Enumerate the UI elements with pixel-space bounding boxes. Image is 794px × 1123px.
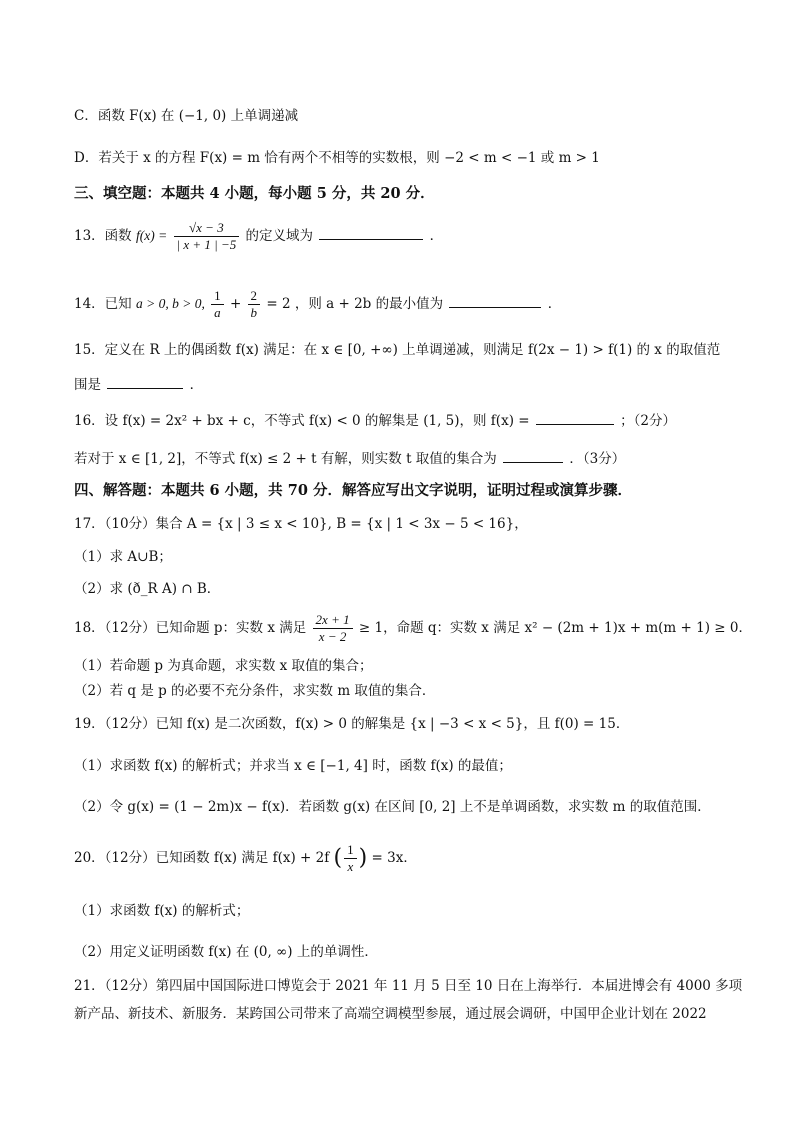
question-16-line-1: [74, 410, 734, 430]
q14-denominator-2: b: [250, 305, 258, 320]
question-19-part-1: （1）求函数 f(x) 的解析式；并求当 x ∈ [−1, 4] 时，函数 f(x) 的最值；: [74, 758, 512, 774]
q14-numerator-2: 2: [248, 288, 261, 305]
q15-answer-blank[interactable]: [107, 374, 183, 389]
q18-suffix: ≥ 1，命题 q：实数 x 满足 x² − (2m + 1)x + m(m + 1) ≥ 0．: [358, 620, 752, 636]
q15-end: ．: [189, 377, 204, 393]
question-15-line-1: 15．定义在 R 上的偶函数 f(x) 满足：在 x ∈ [0, +∞) 上单调递减，则满足 f(2x − 1) > f(1) 的 x 的取值范: [74, 342, 721, 358]
question-20-part-2: （2）用定义证明函数 f(x) 在 (0, ∞) 上的单调性．: [74, 944, 378, 960]
question-18-part-1: （1）若命题 p 为真命题，求实数 x 取值的集合；: [74, 658, 373, 674]
q14-answer-blank[interactable]: [449, 293, 541, 308]
section-4-heading: 四、解答题：本题共 6 小题，共 70 分．解答应写出文字说明，证明过程或演算步骤．: [74, 482, 632, 499]
q18-prefix: 18．（12分）已知命题 p：实数 x 满足: [74, 620, 307, 636]
q16-answer-blank-1[interactable]: [536, 410, 614, 425]
question-21-line-1: 21．（12分）第四届中国国际进口博览会于 2021 年 11 月 5 日至 10 日在上海举行．本届进博会有 4000 多项: [74, 978, 743, 994]
q14-plus: +: [229, 296, 242, 312]
question-14: [74, 287, 734, 321]
question-20: [74, 838, 734, 879]
q16-end-2: ．（3分）: [569, 451, 626, 467]
q13-answer-blank[interactable]: [319, 225, 423, 240]
q14-numerator-1: 1: [211, 288, 224, 305]
q20-denominator: x: [347, 859, 354, 874]
question-18: [74, 611, 752, 645]
q13-denominator: | x + 1 | −5: [176, 237, 237, 252]
q18-fraction: [313, 612, 353, 645]
question-17-part-1: （1）求 A∪B；: [74, 549, 172, 565]
q13-fraction: [174, 220, 240, 253]
q14-suffix: ，则 a + 2b 的最小值为: [294, 296, 444, 312]
q16-end-1: ；（2分）: [620, 413, 676, 429]
q13-function: f(x) =: [135, 228, 168, 243]
q16b-prefix: 若对于 x ∈ [1, 2]，不等式 f(x) ≤ 2 + t 有解，则实数 t 取值的集合为: [74, 451, 497, 467]
q15-prefix: 围是: [74, 377, 101, 393]
q13-prefix: 13．函数: [74, 228, 132, 244]
q14-end: ．: [547, 296, 562, 312]
option-c: C．函数 F(x) 在 (−1, 0) 上单调递减: [74, 108, 299, 124]
q20-fraction: [344, 842, 357, 875]
option-d: D．若关于 x 的方程 F(x) = m 恰有两个不相等的实数根，则 −2 < m < −1 或 m > 1: [74, 150, 600, 166]
q14-prefix: 14．已知: [74, 296, 132, 312]
question-13: [74, 219, 734, 253]
q14-fraction-2: [248, 288, 261, 321]
question-19-part-2: （2）令 g(x) = (1 − 2m)x − f(x)．若函数 g(x) 在区间 [0, 2] 上不是单调函数，求实数 m 的取值范围．: [74, 799, 711, 815]
question-21-line-2: 新产品、新技术、新服务．某跨国公司带来了高端空调模型参展，通过展会调研，中国甲企业计划在 2022: [74, 1006, 707, 1022]
q18-denominator: x − 2: [318, 629, 347, 644]
q14-denominator-1: a: [214, 305, 221, 320]
question-18-part-2: （2）若 q 是 p 的必要不充分条件，求实数 m 取值的集合．: [74, 683, 436, 699]
q14-equals: = 2: [266, 296, 291, 312]
q20-numerator: 1: [344, 842, 357, 859]
q13-numerator: √x − 3: [174, 220, 240, 237]
q16-prefix: 16．设 f(x) = 2x² + bx + c，不等式 f(x) < 0 的解集是 (1, 5)，则 f(x) =: [74, 413, 530, 429]
question-17-part-2: （2）求 (ð_R A) ∩ B．: [74, 581, 221, 597]
q18-numerator: 2x + 1: [313, 612, 353, 629]
q20-prefix: 20．（12分）已知函数 f(x) 满足 f(x) + 2f: [74, 850, 330, 866]
question-17: 17．（10分）集合 A = {x | 3 ≤ x < 10}, B = {x | 1 < 3x − 5 < 16}，: [74, 516, 528, 532]
question-20-part-1: （1）求函数 f(x) 的解析式；: [74, 903, 250, 919]
q13-suffix: 的定义域为: [245, 228, 314, 244]
question-15-line-2: [74, 374, 734, 394]
q14-condition: a > 0, b > 0,: [135, 296, 205, 311]
q13-end: ．: [429, 228, 444, 244]
q16-answer-blank-2[interactable]: [503, 448, 563, 463]
question-16-line-2: [74, 448, 734, 468]
q14-fraction-1: [211, 288, 224, 321]
q20-left-paren: (: [333, 845, 343, 871]
question-19: 19．（12分）已知 f(x) 是二次函数，f(x) > 0 的解集是 {x | −3 < x < 5}，且 f(0) = 15．: [74, 716, 630, 732]
section-3-heading: 三、填空题：本题共 4 小题，每小题 5 分，共 20 分．: [74, 185, 435, 202]
q20-right-paren: ): [358, 845, 368, 871]
q20-suffix: = 3x．: [371, 850, 417, 866]
